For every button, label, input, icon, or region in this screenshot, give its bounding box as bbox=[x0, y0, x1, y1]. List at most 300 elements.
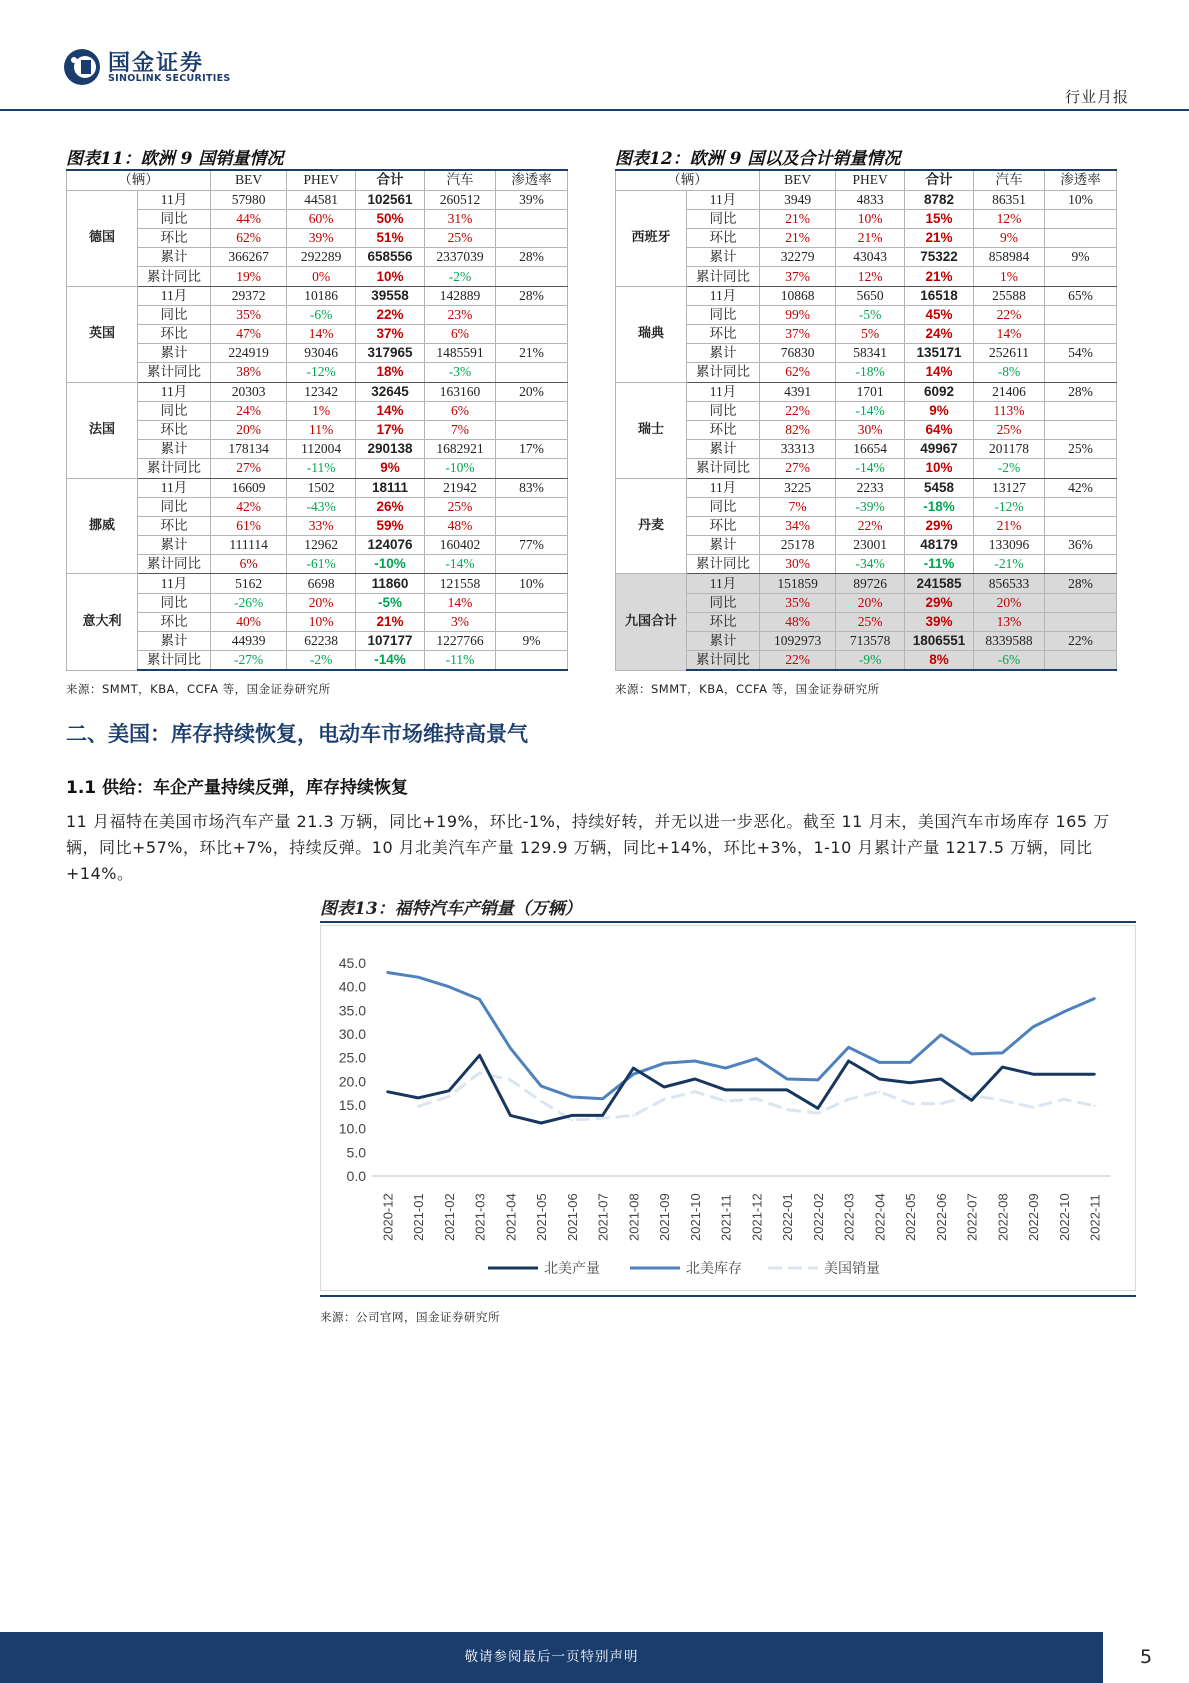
row-label: 累计同比 bbox=[686, 267, 759, 286]
table-row bbox=[67, 190, 568, 209]
table-cell: 1502 bbox=[287, 478, 356, 497]
table-row bbox=[67, 536, 568, 555]
table-cell: 31% bbox=[424, 209, 495, 228]
table-row bbox=[67, 555, 568, 574]
series-line-production bbox=[387, 1055, 1094, 1123]
table-cell: 18% bbox=[356, 363, 425, 382]
table12-panel bbox=[615, 147, 1117, 671]
table-cell: 23001 bbox=[836, 536, 905, 555]
row-label: 累计同比 bbox=[137, 555, 210, 574]
table-cell bbox=[1044, 612, 1116, 631]
data-point bbox=[755, 1098, 757, 1100]
data-point bbox=[417, 1097, 419, 1099]
table-cell: -2% bbox=[287, 651, 356, 671]
table-row bbox=[616, 612, 1117, 631]
document-type: 行业月报 bbox=[1064, 88, 1129, 106]
x-tick-label: 2022-05 bbox=[903, 1193, 919, 1241]
body-paragraph: 11 月福特在美国市场汽车产量 21.3 万辆，同比+19%，环比-1%，持续好转，并无以进一步恶化。截至 11 月末，美国汽车市场库存 165 万辆，同比+57%，环比+7%，持续反弹。10 月北美汽车产量 129.9 万辆，同比+14%，环比+3%，1-10 月累计产量 1217.5 万辆，同比+14%。 bbox=[66, 812, 1110, 883]
row-label: 累计 bbox=[137, 344, 210, 363]
table-cell: 1682921 bbox=[424, 440, 495, 459]
table-cell: 60% bbox=[287, 209, 356, 228]
table-cell: 62% bbox=[211, 229, 287, 248]
table-cell bbox=[1044, 516, 1116, 535]
table-cell: -6% bbox=[973, 651, 1044, 671]
data-point bbox=[1093, 997, 1095, 999]
row-label: 累计 bbox=[137, 632, 210, 651]
table-cell: 83% bbox=[495, 478, 567, 497]
table-cell: 38% bbox=[211, 363, 287, 382]
table-cell: 64% bbox=[905, 420, 974, 439]
data-point bbox=[448, 986, 450, 988]
table-row bbox=[616, 344, 1117, 363]
table-cell: 42% bbox=[1044, 478, 1116, 497]
data-point bbox=[694, 1060, 696, 1062]
data-point bbox=[909, 1082, 911, 1084]
row-label: 累计 bbox=[137, 248, 210, 267]
table-cell: 57980 bbox=[211, 190, 287, 209]
column-header: 汽车 bbox=[973, 171, 1044, 190]
row-label: 环比 bbox=[686, 612, 759, 631]
table-header-row bbox=[67, 171, 568, 190]
table-cell: 76830 bbox=[760, 344, 836, 363]
table11 bbox=[66, 171, 568, 671]
table-cell: 13127 bbox=[973, 478, 1044, 497]
table-cell: 21% bbox=[760, 209, 836, 228]
table-row bbox=[67, 209, 568, 228]
table-cell: 58341 bbox=[836, 344, 905, 363]
table-row bbox=[67, 248, 568, 267]
table-cell: 3% bbox=[424, 612, 495, 631]
sinolink-logo-icon bbox=[63, 48, 101, 86]
table-cell: 10% bbox=[1044, 190, 1116, 209]
table-cell: 8782 bbox=[905, 190, 974, 209]
table-cell: 366267 bbox=[211, 248, 287, 267]
figure13-source: 来源：公司官网，国金证券研究所 bbox=[320, 1310, 500, 1324]
data-point bbox=[632, 1114, 634, 1116]
table-cell: 5162 bbox=[211, 574, 287, 593]
table-cell: 29% bbox=[905, 516, 974, 535]
table-cell: -11% bbox=[287, 459, 356, 478]
table-cell: 21% bbox=[905, 267, 974, 286]
table-cell: 21% bbox=[836, 229, 905, 248]
data-point bbox=[817, 1107, 819, 1109]
table-row bbox=[67, 363, 568, 382]
table-row bbox=[616, 459, 1117, 478]
table-row bbox=[67, 478, 568, 497]
x-tick-label: 2022-11 bbox=[1087, 1194, 1103, 1241]
table-row bbox=[67, 305, 568, 324]
x-tick-label: 2021-01 bbox=[411, 1193, 427, 1241]
x-tick-label: 2021-05 bbox=[534, 1193, 550, 1241]
table-cell: 61% bbox=[211, 516, 287, 535]
table-cell: 6092 bbox=[905, 382, 974, 401]
table-cell: 86351 bbox=[973, 190, 1044, 209]
table-cell: 858984 bbox=[973, 248, 1044, 267]
table-row bbox=[67, 651, 568, 671]
table-row bbox=[67, 382, 568, 401]
table-cell: -43% bbox=[287, 497, 356, 516]
table-cell bbox=[1044, 459, 1116, 478]
table-cell: 44939 bbox=[211, 632, 287, 651]
table-row bbox=[616, 190, 1117, 209]
data-point bbox=[1093, 1073, 1095, 1075]
table-cell: 4391 bbox=[760, 382, 836, 401]
data-point bbox=[509, 1114, 511, 1116]
table-cell: 65% bbox=[1044, 286, 1116, 305]
data-point bbox=[663, 1098, 665, 1100]
table-cell: 48179 bbox=[905, 536, 974, 555]
data-point bbox=[970, 1053, 972, 1055]
x-tick-label: 2022-06 bbox=[933, 1193, 949, 1241]
y-tick-label: 15.0 bbox=[338, 1097, 366, 1113]
row-label: 累计同比 bbox=[137, 363, 210, 382]
table-cell: 11% bbox=[287, 420, 356, 439]
table-row bbox=[616, 209, 1117, 228]
column-header: 合计 bbox=[905, 171, 974, 190]
y-tick-label: 40.0 bbox=[338, 978, 366, 995]
table-cell: -9% bbox=[836, 651, 905, 671]
table-cell: 20303 bbox=[211, 382, 287, 401]
table-cell bbox=[495, 267, 567, 286]
row-label: 累计同比 bbox=[137, 459, 210, 478]
legend-label: 美国销量 bbox=[824, 1261, 880, 1277]
table-cell: 9% bbox=[495, 632, 567, 651]
table-cell: 32645 bbox=[356, 382, 425, 401]
data-point bbox=[755, 1057, 757, 1059]
table-cell: 22% bbox=[760, 651, 836, 671]
column-header: PHEV bbox=[836, 171, 905, 190]
table-cell bbox=[495, 325, 567, 344]
row-label: 环比 bbox=[686, 229, 759, 248]
table-cell: 10% bbox=[356, 267, 425, 286]
data-point bbox=[1063, 1098, 1065, 1100]
table-cell: 44581 bbox=[287, 190, 356, 209]
section-heading: 二、美国：库存持续恢复，电动车市场维持高景气 bbox=[66, 722, 528, 746]
table-cell: 856533 bbox=[973, 574, 1044, 593]
table-cell: 10868 bbox=[760, 286, 836, 305]
table-header-row bbox=[616, 171, 1117, 190]
table-cell: 50% bbox=[356, 209, 425, 228]
data-point bbox=[386, 1091, 388, 1093]
table-cell: 21% bbox=[973, 516, 1044, 535]
table-cell: 16654 bbox=[836, 440, 905, 459]
table-cell: 25588 bbox=[973, 286, 1044, 305]
row-label: 11月 bbox=[137, 382, 210, 401]
table-cell: 17% bbox=[356, 420, 425, 439]
data-point bbox=[817, 1112, 819, 1114]
table-cell: 10186 bbox=[287, 286, 356, 305]
table-cell: 39% bbox=[287, 229, 356, 248]
row-label: 环比 bbox=[137, 612, 210, 631]
table-cell: -2% bbox=[424, 267, 495, 286]
table-cell: 29372 bbox=[211, 286, 287, 305]
x-tick-label: 2021-11 bbox=[718, 1194, 734, 1241]
table-cell: 111114 bbox=[211, 536, 287, 555]
region-label: 挪威 bbox=[67, 478, 138, 574]
table-cell: 178134 bbox=[211, 440, 287, 459]
table-cell: 252611 bbox=[973, 344, 1044, 363]
data-point bbox=[940, 1102, 942, 1104]
table-cell: -14% bbox=[356, 651, 425, 671]
table-cell: -8% bbox=[973, 363, 1044, 382]
table-cell: 33313 bbox=[760, 440, 836, 459]
region-label: 法国 bbox=[67, 382, 138, 478]
data-point bbox=[601, 1098, 603, 1100]
table-cell: 12% bbox=[836, 267, 905, 286]
column-header: BEV bbox=[211, 171, 287, 190]
y-tick-label: 5.0 bbox=[346, 1144, 366, 1161]
data-point bbox=[1032, 1073, 1034, 1075]
table-row bbox=[616, 363, 1117, 382]
data-point bbox=[1063, 1073, 1065, 1075]
table-cell: 30% bbox=[836, 420, 905, 439]
row-label: 11月 bbox=[137, 478, 210, 497]
table-cell: 39% bbox=[905, 612, 974, 631]
table-cell: 29% bbox=[905, 593, 974, 612]
row-label: 11月 bbox=[686, 478, 759, 497]
table-cell: 35% bbox=[211, 305, 287, 324]
row-label: 累计 bbox=[137, 536, 210, 555]
column-header: 汽车 bbox=[424, 171, 495, 190]
table-cell bbox=[1044, 593, 1116, 612]
table-cell: 10% bbox=[836, 209, 905, 228]
table-cell: 7% bbox=[424, 420, 495, 439]
row-label: 环比 bbox=[686, 516, 759, 535]
data-point bbox=[540, 1122, 542, 1124]
table-cell bbox=[1044, 209, 1116, 228]
table-cell: -14% bbox=[836, 459, 905, 478]
table-cell: 39% bbox=[495, 190, 567, 209]
data-point bbox=[940, 1078, 942, 1080]
table-cell: 201178 bbox=[973, 440, 1044, 459]
table-cell: -5% bbox=[836, 305, 905, 324]
table-cell: 37% bbox=[760, 325, 836, 344]
table-cell: 59% bbox=[356, 516, 425, 535]
table-cell: 37% bbox=[356, 325, 425, 344]
table-cell: 8339588 bbox=[973, 632, 1044, 651]
region-label: 英国 bbox=[67, 286, 138, 382]
legend-label: 北美库存 bbox=[686, 1261, 742, 1277]
table-cell: 24% bbox=[905, 325, 974, 344]
data-point bbox=[632, 1067, 634, 1069]
table-cell: 35% bbox=[760, 593, 836, 612]
y-tick-label: 25.0 bbox=[338, 1049, 366, 1066]
table-row bbox=[616, 497, 1117, 516]
data-point bbox=[478, 998, 480, 1000]
data-point bbox=[571, 1119, 573, 1121]
company-name-cn: 国金证券 bbox=[108, 51, 205, 76]
row-label: 累计 bbox=[686, 248, 759, 267]
table-row bbox=[67, 574, 568, 593]
table-cell: 21% bbox=[356, 612, 425, 631]
data-point bbox=[724, 1089, 726, 1091]
table-cell: -39% bbox=[836, 497, 905, 516]
table-cell: 42% bbox=[211, 497, 287, 516]
table-cell: 25% bbox=[973, 420, 1044, 439]
data-point bbox=[663, 1062, 665, 1064]
table-cell bbox=[1044, 420, 1116, 439]
table-row bbox=[616, 286, 1117, 305]
data-point bbox=[847, 1098, 849, 1100]
table-cell: 21942 bbox=[424, 478, 495, 497]
footer-disclaimer: 敬请参阅最后一页特别声明 bbox=[464, 1649, 639, 1665]
table-cell: 8% bbox=[905, 651, 974, 671]
data-point bbox=[632, 1073, 634, 1075]
table-cell: 133096 bbox=[973, 536, 1044, 555]
table-cell: 658556 bbox=[356, 248, 425, 267]
table-cell: 142889 bbox=[424, 286, 495, 305]
table-cell: 163160 bbox=[424, 382, 495, 401]
data-point bbox=[540, 1100, 542, 1102]
row-label: 环比 bbox=[137, 325, 210, 344]
table-row bbox=[67, 593, 568, 612]
x-tick-label: 2021-07 bbox=[595, 1193, 611, 1241]
table-cell: 22% bbox=[1044, 632, 1116, 651]
table-cell bbox=[495, 209, 567, 228]
page-footer bbox=[0, 1632, 1189, 1683]
row-label: 累计同比 bbox=[686, 555, 759, 574]
table-cell: 21% bbox=[495, 344, 567, 363]
table-row bbox=[67, 344, 568, 363]
table-cell: 77% bbox=[495, 536, 567, 555]
table-cell: 14% bbox=[287, 325, 356, 344]
table-row bbox=[616, 401, 1117, 420]
table-cell: 14% bbox=[356, 401, 425, 420]
table-cell: -18% bbox=[905, 497, 974, 516]
table-cell: 13% bbox=[973, 612, 1044, 631]
table-row bbox=[67, 632, 568, 651]
table-cell: 28% bbox=[495, 286, 567, 305]
y-tick-label: 45.0 bbox=[338, 955, 366, 971]
data-point bbox=[786, 1078, 788, 1080]
table-cell: 6% bbox=[424, 401, 495, 420]
row-label: 同比 bbox=[686, 497, 759, 516]
data-point bbox=[540, 1085, 542, 1087]
table-cell: 49967 bbox=[905, 440, 974, 459]
region-label: 瑞典 bbox=[616, 286, 687, 382]
data-point bbox=[724, 1067, 726, 1069]
table-cell: 27% bbox=[760, 459, 836, 478]
row-label: 累计 bbox=[686, 440, 759, 459]
table-cell: 45% bbox=[905, 305, 974, 324]
row-label: 累计 bbox=[137, 440, 210, 459]
table-cell: 28% bbox=[1044, 382, 1116, 401]
table-cell: 713578 bbox=[836, 632, 905, 651]
table-cell: 6698 bbox=[287, 574, 356, 593]
table-cell: 24% bbox=[211, 401, 287, 420]
table-cell: -12% bbox=[973, 497, 1044, 516]
table-cell: 28% bbox=[495, 248, 567, 267]
table-cell: -61% bbox=[287, 555, 356, 574]
region-label: 九国合计 bbox=[616, 574, 687, 670]
column-header: （辆） bbox=[616, 171, 760, 190]
column-header: 合计 bbox=[356, 171, 425, 190]
table-cell: 260512 bbox=[424, 190, 495, 209]
x-tick-label: 2022-10 bbox=[1056, 1193, 1072, 1241]
table-cell: 26% bbox=[356, 497, 425, 516]
table-cell: 1092973 bbox=[760, 632, 836, 651]
column-header: 渗透率 bbox=[1044, 171, 1116, 190]
row-label: 同比 bbox=[137, 209, 210, 228]
table-cell: 20% bbox=[836, 593, 905, 612]
table-cell: 6% bbox=[211, 555, 287, 574]
column-header: BEV bbox=[760, 171, 836, 190]
row-label: 11月 bbox=[686, 286, 759, 305]
data-point bbox=[878, 1061, 880, 1063]
row-label: 环比 bbox=[137, 516, 210, 535]
table-cell: 82% bbox=[760, 420, 836, 439]
table12 bbox=[615, 171, 1117, 671]
table-row bbox=[67, 229, 568, 248]
table-cell: 135171 bbox=[905, 344, 974, 363]
data-point bbox=[1001, 1099, 1003, 1101]
row-label: 同比 bbox=[686, 209, 759, 228]
table-cell: 21406 bbox=[973, 382, 1044, 401]
table-row bbox=[67, 420, 568, 439]
table-cell bbox=[1044, 555, 1116, 574]
x-tick-label: 2022-04 bbox=[872, 1193, 888, 1241]
row-label: 11月 bbox=[686, 190, 759, 209]
table-row bbox=[616, 651, 1117, 671]
x-tick-label: 2021-09 bbox=[657, 1193, 673, 1241]
x-tick-label: 2022-08 bbox=[995, 1193, 1011, 1241]
table-cell: 224919 bbox=[211, 344, 287, 363]
row-label: 11月 bbox=[137, 286, 210, 305]
table-row bbox=[616, 420, 1117, 439]
table-cell: 4833 bbox=[836, 190, 905, 209]
data-point bbox=[417, 976, 419, 978]
page-header bbox=[0, 0, 1189, 112]
y-tick-label: 30.0 bbox=[338, 1026, 366, 1042]
table-cell: 124076 bbox=[356, 536, 425, 555]
table-cell: 151859 bbox=[760, 574, 836, 593]
row-label: 环比 bbox=[137, 420, 210, 439]
table-cell bbox=[1044, 363, 1116, 382]
data-point bbox=[478, 1054, 480, 1056]
table-cell: 25% bbox=[424, 497, 495, 516]
table-row bbox=[616, 516, 1117, 535]
table-cell: 10% bbox=[287, 612, 356, 631]
table-cell: 9% bbox=[1044, 248, 1116, 267]
table-cell: -27% bbox=[211, 651, 287, 671]
table-cell: 113% bbox=[973, 401, 1044, 420]
x-tick-label: 2021-08 bbox=[626, 1193, 642, 1241]
table-cell: 11860 bbox=[356, 574, 425, 593]
table11-title: 图表11：欧洲 9 国销量情况 bbox=[66, 147, 568, 171]
data-point bbox=[571, 1096, 573, 1098]
column-header: PHEV bbox=[287, 171, 356, 190]
table-cell: 20% bbox=[287, 593, 356, 612]
table-cell: 40% bbox=[211, 612, 287, 631]
table-cell: 75322 bbox=[905, 248, 974, 267]
table-cell bbox=[495, 593, 567, 612]
table-cell: 16609 bbox=[211, 478, 287, 497]
table11-source: 来源：SMMT，KBA，CCFA 等，国金证券研究所 bbox=[66, 682, 331, 696]
table-cell: 10% bbox=[905, 459, 974, 478]
table-cell: -14% bbox=[836, 401, 905, 420]
page-number: 5 bbox=[1139, 1646, 1153, 1668]
table-cell: 107177 bbox=[356, 632, 425, 651]
table-cell: 32279 bbox=[760, 248, 836, 267]
table-cell: 9% bbox=[973, 229, 1044, 248]
x-tick-label: 2022-03 bbox=[841, 1193, 857, 1241]
table-cell bbox=[1044, 267, 1116, 286]
table-row bbox=[67, 497, 568, 516]
table-row bbox=[67, 516, 568, 535]
data-point bbox=[509, 1079, 511, 1081]
x-tick-label: 2021-06 bbox=[564, 1193, 580, 1241]
table-cell: 9% bbox=[905, 401, 974, 420]
